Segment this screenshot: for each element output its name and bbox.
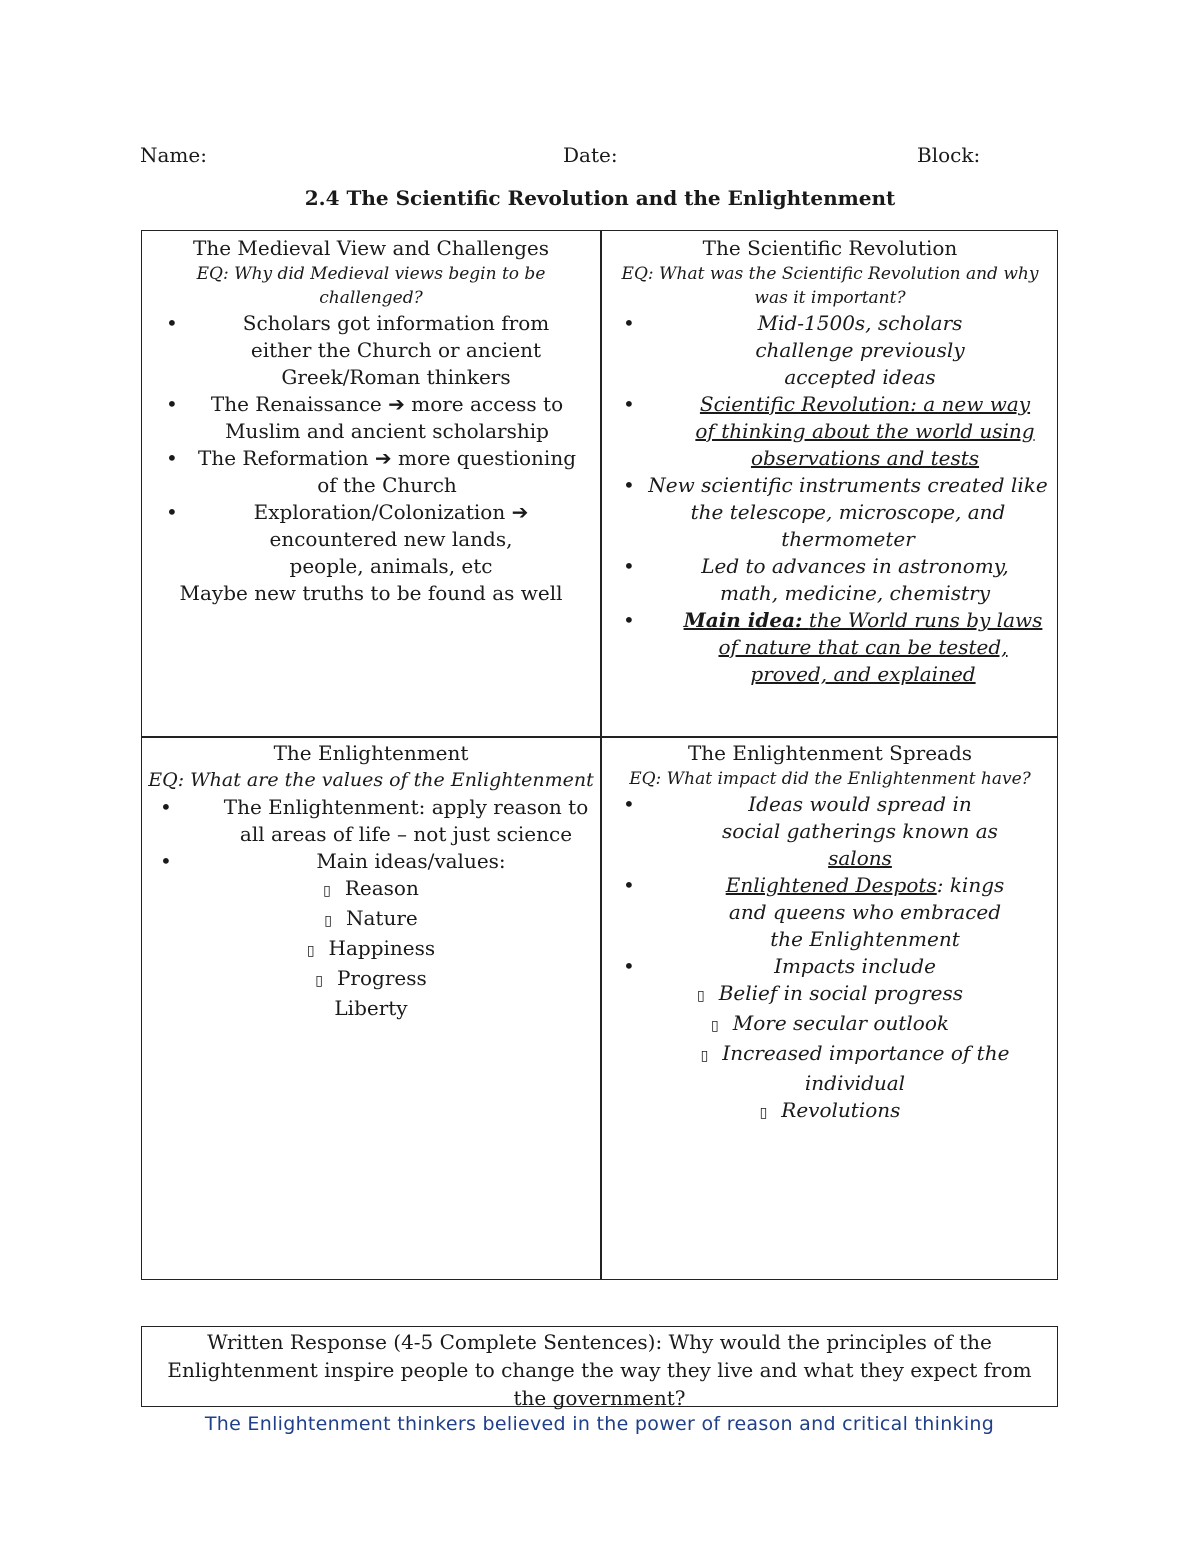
box-icon: ▯ xyxy=(711,1018,719,1034)
list-item: • Main idea: the World runs by laws of nature that can be tested, proved, and explained xyxy=(611,607,1049,688)
list-item: • New scientific instruments created like the telescope, microscope, and thermometer xyxy=(611,472,1049,553)
list-item: ▯ More secular outlook xyxy=(711,1011,949,1035)
list-item: • Scholars got information from either the Church or ancient Greek/Roman thinkers xyxy=(154,310,588,391)
list-item: • Exploration/Colonization ➔ encountered new lands, people, animals, etc xyxy=(154,499,588,580)
list-item: ▯ Increased importance of the individual xyxy=(700,1041,1010,1095)
list-item: ▯ Reason xyxy=(323,876,419,900)
list-item: ▯ Progress xyxy=(315,966,427,990)
list-item: • Led to advances in astronomy, math, medicine, chemistry xyxy=(611,553,1049,607)
arrow-icon: ➔ xyxy=(374,446,392,470)
list-item: • Enlightened Despots: kings and queens who embraced the Enlightenment xyxy=(611,872,1049,953)
list-item: ▯ Happiness xyxy=(306,936,436,960)
list-item: • Ideas would spread in social gatherings known as salons xyxy=(611,791,1049,872)
arrow-icon: ➔ xyxy=(511,500,529,524)
arrow-icon: ➔ xyxy=(388,392,405,416)
list-item: Liberty xyxy=(334,996,408,1020)
main-idea-label: Main idea: xyxy=(683,608,803,632)
list-item: ▯ Nature xyxy=(324,906,418,930)
impacts-list xyxy=(611,980,1049,1127)
response-answer[interactable]: The Enlightenment thinkers believed in the power of reason and critical thinking xyxy=(204,1413,995,1435)
medieval-heading: The Medieval View and Challenges xyxy=(192,236,550,260)
values-list xyxy=(148,875,594,1022)
list-item: • The Enlightenment: apply reason to all areas of life – not just science xyxy=(148,794,594,848)
scirev-heading: The Scientific Revolution xyxy=(702,236,958,260)
spreads-cell xyxy=(601,740,1059,1127)
medieval-bullets xyxy=(154,310,588,580)
date-label: Date: xyxy=(563,143,618,167)
medieval-closing: Maybe new truths to be found as well xyxy=(179,581,563,605)
box-icon: ▯ xyxy=(697,988,705,1004)
enlightenment-eq: EQ: What are the values of the Enlightenment xyxy=(148,769,594,791)
scirev-bullets xyxy=(611,310,1049,688)
scirev-cell xyxy=(601,235,1059,688)
box-icon: ▯ xyxy=(323,883,331,899)
box-icon: ▯ xyxy=(324,913,332,929)
scirev-eq: EQ: What was the Scientific Revolution and why was it important? xyxy=(621,264,1039,308)
list-item: • Impacts include xyxy=(611,953,1049,980)
name-label: Name: xyxy=(140,143,207,167)
list-item: • Mid-1500s, scholars challenge previously accepted ideas xyxy=(611,310,1049,391)
list-item: • The Reformation ➔ more questioning of the Church xyxy=(154,445,588,499)
response-prompt: Written Response (4-5 Complete Sentences): Why would the principles of the Enlightenment inspire people to change the way they live and what they expect from the government? xyxy=(167,1330,1032,1410)
box-icon: ▯ xyxy=(759,1105,768,1121)
medieval-cell xyxy=(142,235,600,607)
box-icon: ▯ xyxy=(700,1048,709,1064)
list-item: • Main ideas/values: xyxy=(148,848,594,875)
row-divider xyxy=(142,736,1057,738)
list-item: ▯ Belief in social progress xyxy=(697,981,963,1005)
enlightenment-heading: The Enlightenment xyxy=(273,741,469,765)
notes-table xyxy=(141,230,1058,1280)
spreads-eq: EQ: What impact did the Enlightenment have? xyxy=(629,769,1031,789)
spreads-heading: The Enlightenment Spreads xyxy=(687,741,973,765)
box-icon: ▯ xyxy=(315,973,323,989)
enlightenment-bullets xyxy=(148,794,594,875)
block-label: Block: xyxy=(917,143,981,167)
enlightenment-cell xyxy=(142,740,600,1022)
written-response-box xyxy=(141,1326,1058,1435)
list-item: • The Renaissance ➔ more access to Muslim and ancient scholarship xyxy=(154,391,588,445)
page-title: 2.4 The Scientific Revolution and the Enlightenment xyxy=(304,186,896,210)
box-icon: ▯ xyxy=(306,943,315,959)
medieval-eq: EQ: Why did Medieval views begin to be challenged? xyxy=(196,264,546,308)
spreads-bullets xyxy=(611,791,1049,980)
list-item: ▯ Revolutions xyxy=(759,1098,901,1122)
list-item: • Scientific Revolution: a new way of thinking about the world using observations and tests xyxy=(611,391,1049,472)
